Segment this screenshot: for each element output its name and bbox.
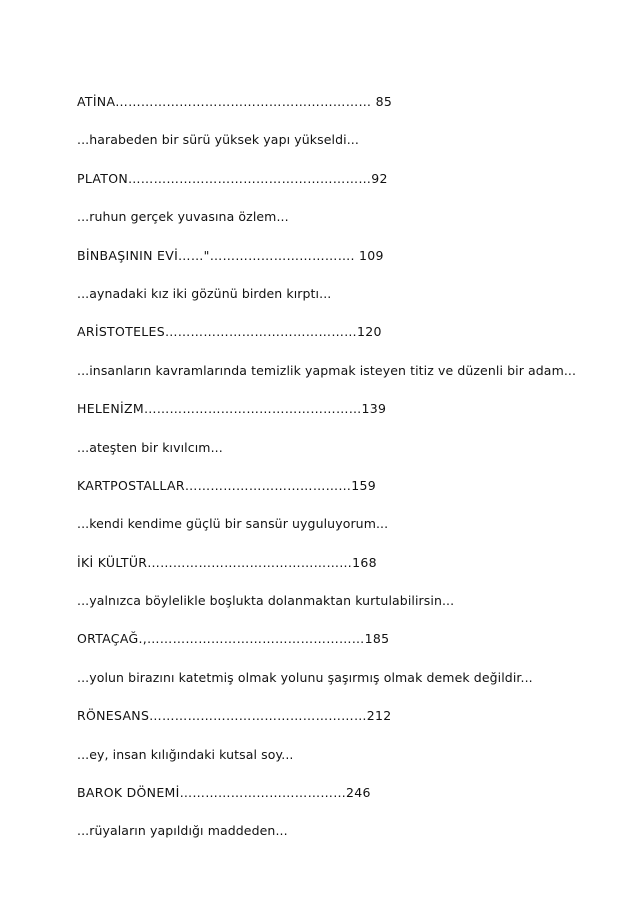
toc-epigraph-aristoteles: ...insanların kavramlarında temizlik yapmak isteyen titiz ve düzenli bir adam...: [77, 362, 577, 378]
toc-epigraph-kartpostallar: ...kendi kendime güçlü bir sansür uyguluyorum...: [77, 516, 389, 532]
toc-entry-atina: ATİNA…………………………………………………… 85: [77, 94, 393, 109]
toc-epigraph-atina: ...harabeden bir sürü yüksek yapı yükseldi...: [77, 132, 359, 148]
toc-epigraph-ortacag: ...yolun birazını katetmiş olmak yolunu şaşırmış olmak demek değildir...: [77, 669, 533, 685]
toc-epigraph-platon: ...ruhun gerçek yuvasına özlem...: [77, 209, 289, 225]
toc-entry-binbasinin-evi: BİNBAŞININ EVİ……"……………………………. 109: [77, 247, 384, 263]
toc-epigraph-helenizm: ...ateşten bir kıvılcım...: [77, 439, 223, 455]
toc-epigraph-barok-donemi: ...rüyaların yapıldığı maddeden...: [77, 823, 288, 839]
toc-entry-barok-donemi: BAROK DÖNEMİ…………………………………246: [77, 785, 371, 801]
toc-epigraph-binbasinin-evi: ...aynadaki kız iki gözünü birden kırptı...: [77, 285, 332, 301]
toc-epigraph-ronesans: ...ey, insan kılığındaki kutsal soy...: [77, 746, 294, 762]
toc-epigraph-iki-kultur: ...yalnızca böylelikle boşlukta dolanmaktan kurtulabilirsin...: [77, 593, 455, 609]
toc-entry-ronesans: RÖNESANS……………………………………………212: [77, 708, 392, 724]
toc-entry-platon: PLATON…………………………………………………92: [77, 170, 388, 186]
toc-entry-aristoteles: ARİSTOTELES………………………………………120: [77, 324, 382, 340]
toc-entry-kartpostallar: KARTPOSTALLAR…………………………………159: [77, 477, 376, 493]
toc-entry-helenizm: HELENİZM……………………………………………139: [77, 401, 387, 417]
toc-entry-ortacag: ORTAÇAĞ.,……………………………………………185: [77, 631, 390, 647]
table-of-contents: [77, 94, 597, 862]
toc-entry-iki-kultur: İKİ KÜLTÜR…………………………………………168: [77, 554, 377, 570]
